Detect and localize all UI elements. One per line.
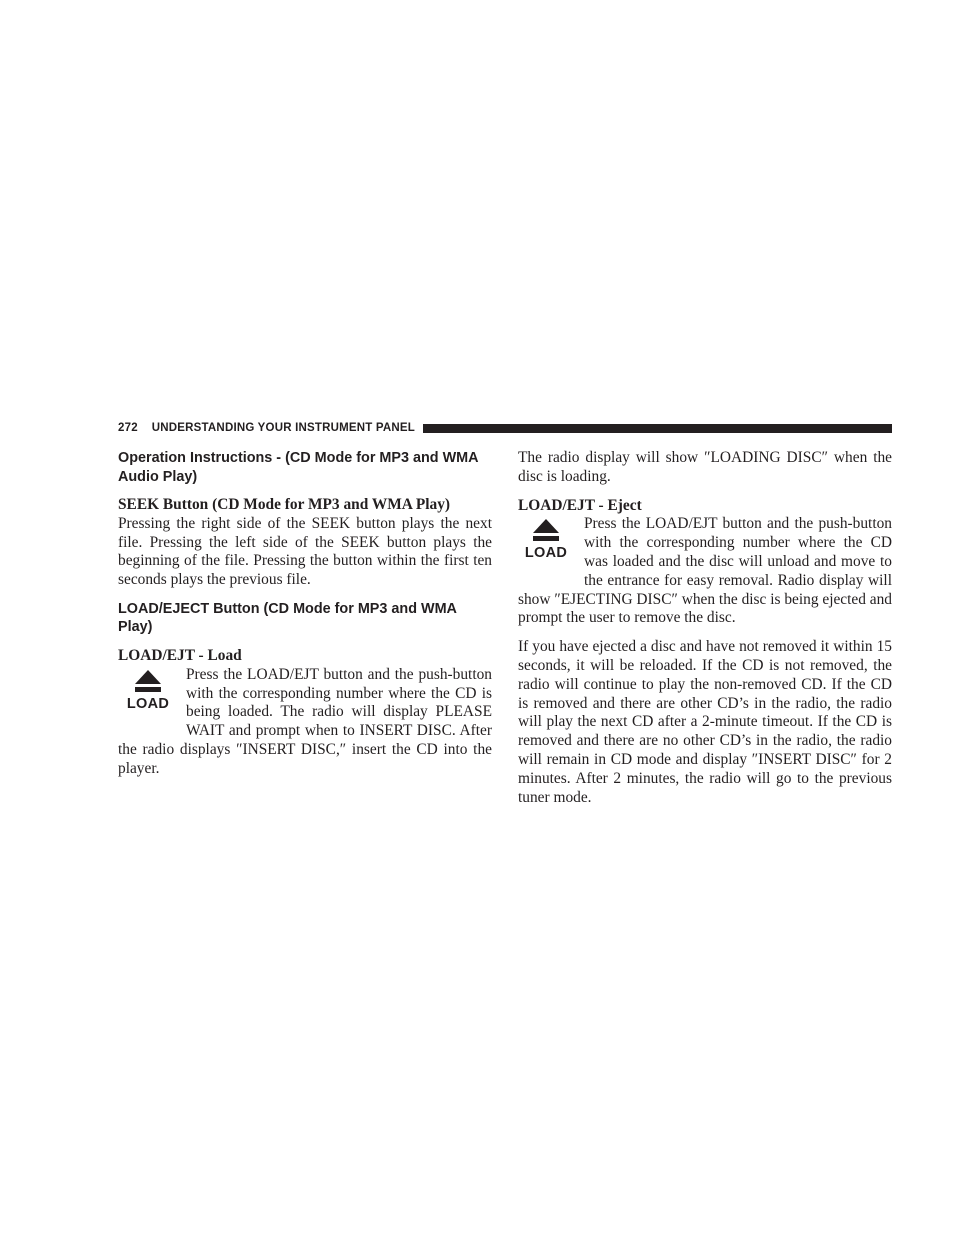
heading-load: LOAD/EJT - Load: [118, 646, 242, 664]
load-icon-label: LOAD: [126, 695, 170, 712]
page-header: [118, 419, 892, 437]
seek-paragraph: Pressing the right side of the SEEK button plays the next file. Pressing the left side of the SEEK button plays the beginning of the file. Pressing the button within the first ten seconds plays the previous file.: [118, 514, 492, 589]
reload-paragraph: If you have ejected a disc and have not removed it within 15 seconds, it will be reloaded. If the CD is not removed, the radio will continue to play the non-removed CD. If the CD is removed and there are other CD’s in the radio, the radio will play the next CD after a 2-minute timeout. If the CD is removed and there are no other CD’s in the radio, the radio will remain in CD mode and display ″INSERT DISC″ for 2 minutes. After 2 minutes, the radio will go to the previous tuner mode.: [518, 638, 892, 806]
heading-load-eject-button: LOAD/EJECT Button (CD Mode for MP3 and WMA Play): [118, 600, 457, 636]
section-title: UNDERSTANDING YOUR INSTRUMENT PANEL: [151, 422, 415, 434]
load-paragraph: Press the LOAD/EJT button and the push-button with the corresponding number where the CD is being loaded. The radio will display PLEASE WAIT and prompt when to INSERT DISC. After the radio displays ″INSERT DISC,″ insert the CD into the player.: [118, 665, 492, 777]
header-rule: [423, 424, 892, 433]
eject-icon-block: [518, 517, 574, 577]
eject-icon: [533, 519, 559, 543]
left-column: [118, 449, 492, 779]
eject-paragraph: Press the LOAD/EJT button and the push-button with the corresponding number where the CD was loaded and the disc will unload and move to the entrance for easy removal. Radio display will show ″EJECTING DISC″ when the disc is being ejected and prompt the user to remove the disc.: [518, 515, 893, 627]
right-column: [518, 449, 892, 807]
heading-seek-button: SEEK Button (CD Mode for MP3 and WMA Play): [118, 496, 451, 513]
heading-eject: LOAD/EJT - Eject: [518, 496, 642, 514]
heading-operation-instructions: Operation Instructions - (CD Mode for MP3 and WMA Audio Play): [118, 450, 479, 485]
load-icon-block: [120, 668, 176, 728]
loading-disc-paragraph: The radio display will show ″LOADING DISC″ when the disc is loading.: [518, 449, 892, 485]
eject-icon: [135, 670, 161, 694]
page-number: 272: [118, 422, 138, 434]
eject-icon-label: LOAD: [524, 545, 568, 562]
